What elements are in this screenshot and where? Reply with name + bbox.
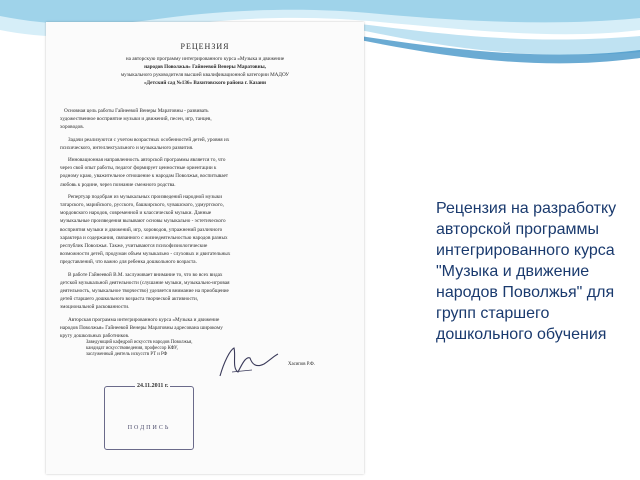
review-document xyxy=(46,22,364,474)
body-line: Задачи реализуются с учетом возрастных особенностей детей, уровня их xyxy=(68,136,230,143)
handwritten-signature xyxy=(212,342,282,382)
body-line: деятельность, музыкальное творчество) уделяется внимание на приобщение xyxy=(60,288,229,294)
body-line: восприятия музыки и движений, игр, хороводов, упражнений различного xyxy=(60,226,223,233)
body-line: психического, интеллектуального и музыкального развития. xyxy=(60,144,194,151)
signer-line: заслуженный деятель искусств РТ и РФ xyxy=(86,352,168,357)
header-line: музыкального руководителя высшей квалификационной категории МАДОУ xyxy=(120,72,290,78)
header-line: на авторскую программу интегрированного курса «Музыка и движение xyxy=(125,56,285,62)
body-line: мордовского народов, современной и классической музыки. Данные xyxy=(60,210,212,217)
body-line: детской музыкальной деятельности (слушание музыки, музыкально-игровая xyxy=(60,279,230,286)
body-line: Авторская программа интегрированного курса «Музыка и движение xyxy=(68,316,220,323)
body-line: возможности детей, продуман объем музыкально - слуховых и двигательных xyxy=(60,251,231,258)
body-line: народов Поволжья» Гайнеевой Венеры Маратовны адресована широкому xyxy=(60,324,223,331)
official-stamp xyxy=(104,383,194,450)
signer-line: Заведующий кафедрой искусств народов Поволжья, xyxy=(86,340,193,345)
body-line: музыкальные произведения вызывают основы музыкально - эстетического xyxy=(60,218,226,225)
signer-name: Хасипов Р.Ф. xyxy=(288,362,315,367)
body-line: характера и содержания, связанного с жизнедеятельностью народов разных xyxy=(60,234,228,241)
header-line: народов Поволжья» Гайнеевой Венеры Маратовны, xyxy=(144,64,266,70)
body-line: республик Поволжья. Также, учитываются психофизиологические xyxy=(60,243,208,249)
body-line: Основная цель работы Гайнеевой Венеры Маратовны - развивать xyxy=(64,108,209,114)
body-line: через свой опыт работы, педагог формирует ценностные ориентации к xyxy=(60,165,217,172)
signer-title xyxy=(86,340,192,358)
body-line: Инновационная направленность авторской программы является то, что xyxy=(68,157,226,163)
document-title: РЕЦЕНЗИЯ xyxy=(180,42,230,51)
header-line: «Детский сад №136» Вахитовского района г. Казани xyxy=(143,80,267,86)
body-line: любовь к родине, через познание смежного родства. xyxy=(60,181,176,188)
body-line: представлений, что важно для ребенка дошкольного возраста. xyxy=(60,259,197,266)
stamp-label: ПОДПИСЬ xyxy=(127,425,171,431)
body-line: детей старшего дошкольного возраста творческой активности, xyxy=(60,296,199,303)
body-line: татарского, марийского, русского, башкирского, чувашского, удмуртского, xyxy=(60,202,224,208)
signer-line: кандидат искусствоведения, профессор КФУ, xyxy=(86,346,178,351)
body-line: родному краю, уважительное отношение к народам Поволжья, воспитывает xyxy=(60,173,229,180)
body-line: кругу дошкольных работников. xyxy=(60,333,130,339)
body-line: хороводов. xyxy=(60,124,85,131)
body-line: Репертуар подобран из музыкальных произведений народной музыки xyxy=(68,193,223,200)
body-line: В работе Гайнеевой В.М. заслуживает внимание то, что во всех видах xyxy=(68,271,223,278)
slide-caption: Рецензия на разработку авторской программы интегрированного курса "Музыка и движение народов Поволжья" для групп старшего дошкольного обучения xyxy=(436,200,617,343)
stamp-date: 24.11.2011 г. xyxy=(137,383,169,389)
body-line: художественное восприятие музыки и движений, песен, игр, танцев, xyxy=(60,116,212,123)
body-line: эмоциональной раскованности. xyxy=(60,304,130,311)
